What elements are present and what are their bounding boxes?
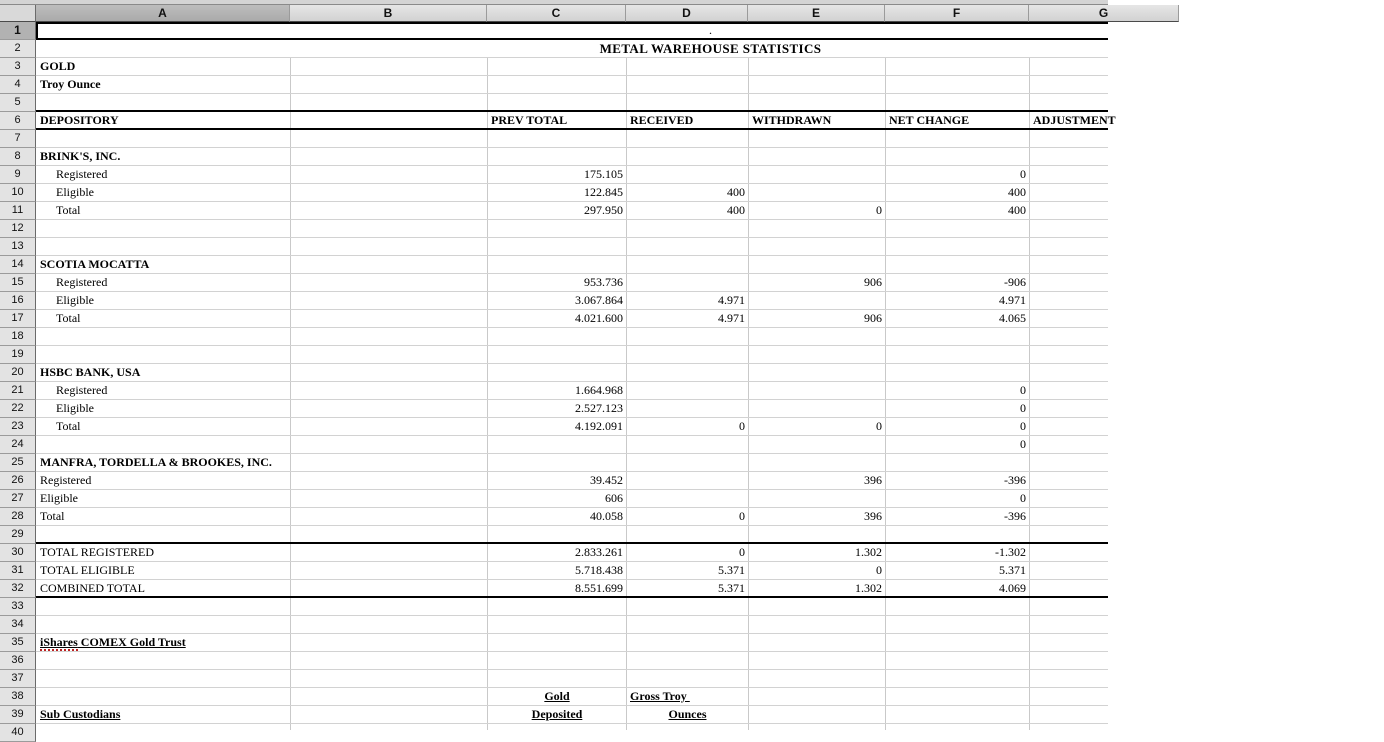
cell-D23[interactable]: 0: [739, 419, 745, 433]
cell-F22[interactable]: 0: [1020, 401, 1026, 415]
cell-A16[interactable]: Eligible: [56, 293, 94, 307]
row-header-19[interactable]: 19: [0, 346, 36, 364]
cell-A3[interactable]: GOLD: [40, 59, 76, 73]
grid-line-horizontal: [36, 345, 1108, 346]
cell-D28[interactable]: 0: [739, 509, 745, 523]
cell-A1-merged[interactable]: .: [37, 22, 1384, 39]
cell-E17[interactable]: 906: [864, 311, 882, 325]
row-header-25[interactable]: 25: [0, 454, 36, 472]
grid-line-vertical: [290, 57, 291, 730]
cell-D31[interactable]: 5.371: [718, 563, 745, 577]
column-header-G[interactable]: G: [1029, 5, 1179, 22]
row-header-37[interactable]: 37: [0, 670, 36, 688]
row-header-39[interactable]: 39: [0, 706, 36, 724]
cell-F21[interactable]: 0: [1020, 383, 1026, 397]
cell-A25[interactable]: MANFRA, TORDELLA & BROOKES, INC.: [37, 454, 290, 471]
cell-A21[interactable]: Registered: [56, 383, 108, 397]
row-header-32[interactable]: 32: [0, 580, 36, 598]
row-header-7[interactable]: 7: [0, 130, 36, 148]
grid-line-horizontal: [36, 237, 1108, 238]
row-header-17[interactable]: 17: [0, 310, 36, 328]
cell-C17[interactable]: 4.021.600: [575, 311, 623, 325]
cell-F16[interactable]: 4.971: [999, 293, 1026, 307]
column-header-B[interactable]: B: [290, 5, 487, 22]
section-border: [36, 110, 1108, 112]
cell-A17[interactable]: Total: [56, 311, 81, 325]
cell-F9[interactable]: 0: [1020, 167, 1026, 181]
cell-A11[interactable]: Total: [56, 203, 81, 217]
grid-line-horizontal: [36, 525, 1108, 526]
cell-C15[interactable]: 953.736: [584, 275, 623, 289]
cell-F32[interactable]: 4.069: [999, 581, 1026, 595]
cell-C22[interactable]: 2.527.123: [575, 401, 623, 415]
row-header-28[interactable]: 28: [0, 508, 36, 526]
cell-D16[interactable]: 4.971: [718, 293, 745, 307]
cell-A15[interactable]: Registered: [56, 275, 108, 289]
cell-D10[interactable]: 400: [727, 185, 745, 199]
cell-A6[interactable]: DEPOSITORY: [40, 113, 119, 127]
grid-line-horizontal: [36, 327, 1108, 328]
cell-E28[interactable]: 396: [864, 509, 882, 523]
grid-line-horizontal: [36, 651, 1108, 652]
row-header-3[interactable]: 3: [0, 58, 36, 76]
cell-C32[interactable]: 8.551.699: [575, 581, 623, 595]
grid-line-horizontal: [36, 615, 1108, 616]
cell-F28[interactable]: -396: [1004, 509, 1026, 523]
cell-A31[interactable]: TOTAL ELIGIBLE: [40, 563, 135, 577]
row-header-27[interactable]: 27: [0, 490, 36, 508]
cell-A26[interactable]: Registered: [40, 473, 92, 487]
cell-C28[interactable]: 40.058: [590, 509, 623, 523]
row-header-5[interactable]: 5: [0, 94, 36, 112]
cell-A8[interactable]: BRINK'S, INC.: [40, 149, 121, 163]
cell-C6[interactable]: PREV TOTAL: [491, 113, 568, 127]
cell-E15[interactable]: 906: [864, 275, 882, 289]
column-header-C[interactable]: C: [487, 5, 626, 22]
select-all-corner[interactable]: [0, 5, 36, 22]
row-header-30[interactable]: 30: [0, 544, 36, 562]
sheet-title-cell[interactable]: METAL WAREHOUSE STATISTICS: [37, 40, 1384, 57]
cell-F10[interactable]: 400: [1008, 185, 1026, 199]
cell-A23[interactable]: Total: [56, 419, 81, 433]
grid-line-horizontal: [36, 669, 1108, 670]
cell-C10[interactable]: 122.845: [584, 185, 623, 199]
cell-E26[interactable]: 396: [864, 473, 882, 487]
cell-A30[interactable]: TOTAL REGISTERED: [40, 545, 155, 559]
cell-E23[interactable]: 0: [876, 419, 882, 433]
cell-C39[interactable]: Deposited: [531, 707, 583, 721]
cell-F30[interactable]: -1.302: [995, 545, 1026, 559]
row-header-12[interactable]: 12: [0, 220, 36, 238]
row-header-33[interactable]: 33: [0, 598, 36, 616]
cell-C30[interactable]: 2.833.261: [575, 545, 623, 559]
column-header-E[interactable]: E: [748, 5, 885, 22]
cell-C27[interactable]: 606: [605, 491, 623, 505]
cell-C16[interactable]: 3.067.864: [575, 293, 623, 307]
cell-A20[interactable]: HSBC BANK, USA: [40, 365, 141, 379]
cell-E32[interactable]: 1.302: [855, 581, 882, 595]
row-header-38[interactable]: 38: [0, 688, 36, 706]
cell-D17[interactable]: 4.971: [718, 311, 745, 325]
cell-D38[interactable]: Gross Troy: [630, 689, 690, 703]
row-header-13[interactable]: 13: [0, 238, 36, 256]
cell-G6[interactable]: ADJUSTMENT: [1033, 113, 1116, 127]
row-header-8[interactable]: 8: [0, 148, 36, 166]
cell-C31[interactable]: 5.718.438: [575, 563, 623, 577]
row-header-34[interactable]: 34: [0, 616, 36, 634]
row-header-24[interactable]: 24: [0, 436, 36, 454]
cell-F31[interactable]: 5.371: [999, 563, 1026, 577]
row-header-14[interactable]: 14: [0, 256, 36, 274]
cell-F11[interactable]: 400: [1008, 203, 1026, 217]
cell-C9[interactable]: 175.105: [584, 167, 623, 181]
cell-F27[interactable]: 0: [1020, 491, 1026, 505]
row-header-16[interactable]: 16: [0, 292, 36, 310]
cell-A39[interactable]: Sub Custodians: [40, 707, 121, 721]
cell-F17[interactable]: 4.065: [999, 311, 1026, 325]
cell-E30[interactable]: 1.302: [855, 545, 882, 559]
section-border: [36, 128, 1108, 130]
cell-A32[interactable]: COMBINED TOTAL: [40, 581, 145, 595]
grid-line-horizontal: [36, 93, 1108, 94]
row-header-20[interactable]: 20: [0, 364, 36, 382]
row-header-29[interactable]: 29: [0, 526, 36, 544]
grid-line-vertical: [748, 57, 749, 730]
row-header-21[interactable]: 21: [0, 382, 36, 400]
cell-E6[interactable]: WITHDRAWN: [752, 113, 832, 127]
row-header-2[interactable]: 2: [0, 40, 36, 58]
cell-A22[interactable]: Eligible: [56, 401, 94, 415]
cell-D6[interactable]: RECEIVED: [630, 113, 694, 127]
cell-C26[interactable]: 39.452: [590, 473, 623, 487]
column-header-A[interactable]: A: [36, 5, 290, 22]
cell-F24[interactable]: 0: [1020, 437, 1026, 451]
cell-E31[interactable]: 0: [876, 563, 882, 577]
cell-C21[interactable]: 1.664.968: [575, 383, 623, 397]
cell-A9[interactable]: Registered: [56, 167, 108, 181]
cell-F26[interactable]: -396: [1004, 473, 1026, 487]
row-header-40[interactable]: 40: [0, 724, 36, 742]
row-header-18[interactable]: 18: [0, 328, 36, 346]
section-border: [36, 596, 1108, 598]
grid-line-vertical: [1029, 57, 1030, 730]
cell-A35[interactable]: iShares COMEX Gold Trust: [40, 635, 186, 649]
row-header-6[interactable]: 6: [0, 112, 36, 130]
row-header-4[interactable]: 4: [0, 76, 36, 94]
cell-A10[interactable]: Eligible: [56, 185, 94, 199]
cell-C23[interactable]: 4.192.091: [575, 419, 623, 433]
row-header-31[interactable]: 31: [0, 562, 36, 580]
row-header-9[interactable]: 9: [0, 166, 36, 184]
row-header-10[interactable]: 10: [0, 184, 36, 202]
cell-A28[interactable]: Total: [40, 509, 65, 523]
row-header-22[interactable]: 22: [0, 400, 36, 418]
cell-C38[interactable]: Gold: [544, 689, 570, 703]
grid-line-horizontal: [36, 219, 1108, 220]
cell-F15[interactable]: -906: [1004, 275, 1026, 289]
cell-A4[interactable]: Troy Ounce: [40, 77, 101, 91]
cell-C11[interactable]: 297.950: [584, 203, 623, 217]
cell-F23[interactable]: 0: [1020, 419, 1026, 433]
cell-D30[interactable]: 0: [739, 545, 745, 559]
row-header-1[interactable]: 1: [0, 22, 36, 40]
cell-A14[interactable]: SCOTIA MOCATTA: [40, 257, 150, 271]
grid-line-vertical: [626, 57, 627, 730]
row-header-15[interactable]: 15: [0, 274, 36, 292]
grid-line-horizontal: [36, 723, 1108, 724]
row-header-23[interactable]: 23: [0, 418, 36, 436]
row-header-11[interactable]: 11: [0, 202, 36, 220]
cell-D39[interactable]: Ounces: [668, 707, 707, 721]
row-header-36[interactable]: 36: [0, 652, 36, 670]
cell-E11[interactable]: 0: [876, 203, 882, 217]
cell-D32[interactable]: 5.371: [718, 581, 745, 595]
spellcheck-underline: iShares: [40, 635, 78, 649]
row-header-26[interactable]: 26: [0, 472, 36, 490]
row-header-35[interactable]: 35: [0, 634, 36, 652]
column-header-F[interactable]: F: [885, 5, 1029, 22]
section-border: [36, 542, 1108, 544]
cell-F6[interactable]: NET CHANGE: [889, 113, 970, 127]
column-header-D[interactable]: D: [626, 5, 748, 22]
cell-D11[interactable]: 400: [727, 203, 745, 217]
cell-A27[interactable]: Eligible: [40, 491, 78, 505]
